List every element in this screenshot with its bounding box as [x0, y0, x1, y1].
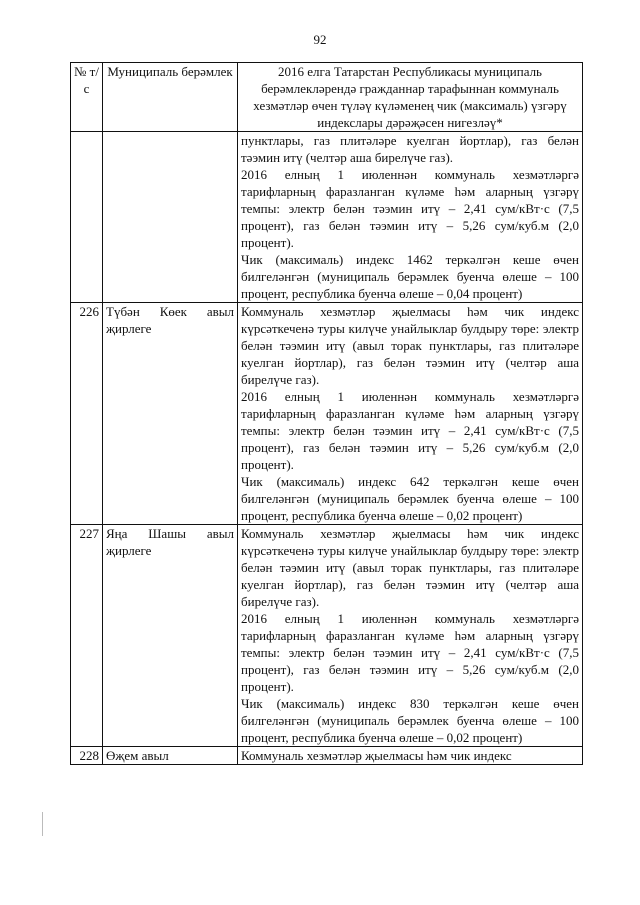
margin-mark — [42, 812, 43, 836]
description-paragraph: Чик (максималь) индекс 830 теркәлгән кеше өчен билгеләнгән (муниципаль берәмлек буенча өлеше – 100 процент, республика буенча өлеше – 0,02 процент) — [241, 696, 579, 745]
municipality-name: Яңа Шашы авыл җирлеге — [103, 525, 238, 747]
description-cell — [238, 132, 583, 303]
description-paragraph: Чик (максималь) индекс 1462 теркәлгән кеше өчен билгеләнгән (муниципаль берәмлек буенча өлеше – 100 процент, республика буенча өлеше – 0,04 процент) — [241, 252, 579, 301]
description-paragraph: 2016 елның 1 июленнән коммуналь хезмәтләргә тарифларның фаразланган күләме һәм аларның үзгәрү темпы: электр белән тәэмин итү – 2,41 сум/кВт·с (7,5 процент), газ белән тәэмин итү – 5,26 сум/куб.м (2,0 процент). — [241, 389, 579, 472]
table-row-227 — [71, 525, 583, 747]
description-paragraph: пунктлары, газ плитәләре куелган йортлар), газ белән тәэмин итү (челтәр аша бирелүче газ). — [241, 133, 579, 165]
description-cell — [238, 747, 583, 765]
row-number: 226 — [71, 303, 103, 525]
row-number-cell — [71, 132, 103, 303]
description-paragraph: 2016 елның 1 июленнән коммуналь хезмәтләргә тарифларның фаразланган күләме һәм аларның үзгәрү темпы: электр белән тәэмин итү – 2,41 сум/кВт·с (7,5 процент), газ белән тәэмин итү – 5,26 сум/куб.м (2,0 процент). — [241, 611, 579, 694]
table-row-continuation — [71, 132, 583, 303]
row-number: 227 — [71, 525, 103, 747]
table-row-228 — [71, 747, 583, 765]
municipality-name: Түбән Көек авыл җирлеге — [103, 303, 238, 525]
description-paragraph: Коммуналь хезмәтләр җыелмасы һәм чик индекс — [241, 748, 512, 763]
description-paragraph: Коммуналь хезмәтләр җыелмасы һәм чик индекс күрсәткеченә туры килүче унайлыклар булдыру төре: электр белән тәэмин итү (авыл торак пунктлары, газ плитәләре куелган йортлар), газ белән тәэмин итү (челтәр аша бирелүче газ). — [241, 304, 579, 387]
page-number: 92 — [313, 32, 327, 47]
description-paragraph: Коммуналь хезмәтләр җыелмасы һәм чик индекс күрсәткеченә туры килүче унайлыклар булдыру төре: электр белән тәэмин итү (авыл торак пунктлары, газ плитәләре куелган йортлар), газ белән тәэмин итү (челтәр аша бирелүче газ). — [241, 526, 579, 609]
table-header-row — [71, 63, 583, 132]
municipality-name: Өҗем авыл — [103, 747, 238, 765]
header-description: 2016 елга Татарстан Республикасы муниципаль берәмлекләрендә гражданнар тарафыннан коммуналь хезмәтләр өчен түләү күләменең чик (максималь) үзгәрү индекслары дәрәҗәсен нигезләү* — [238, 63, 583, 132]
description-cell — [238, 303, 583, 525]
header-municipality: Муниципаль берәмлек — [103, 63, 238, 132]
table-row-226 — [71, 303, 583, 525]
description-paragraph: 2016 елның 1 июленнән коммуналь хезмәтләргә тарифларның фаразланган күләме һәм аларның үзгәрү темпы: электр белән тәэмин итү – 2,41 сум/кВт·с (7,5 процент), газ белән тәэмин итү – 5,26 сум/куб.м (2,0 процент). — [241, 167, 579, 250]
municipal-index-table — [70, 62, 583, 765]
description-paragraph: Чик (максималь) индекс 642 теркәлгән кеше өчен билгеләнгән (муниципаль берәмлек буенча өлеше – 100 процент, республика буенча өлеше – 0,02 процент) — [241, 474, 579, 523]
description-cell — [238, 525, 583, 747]
header-number: № т/с — [71, 63, 103, 132]
row-number: 228 — [71, 747, 103, 765]
municipality-cell — [103, 132, 238, 303]
